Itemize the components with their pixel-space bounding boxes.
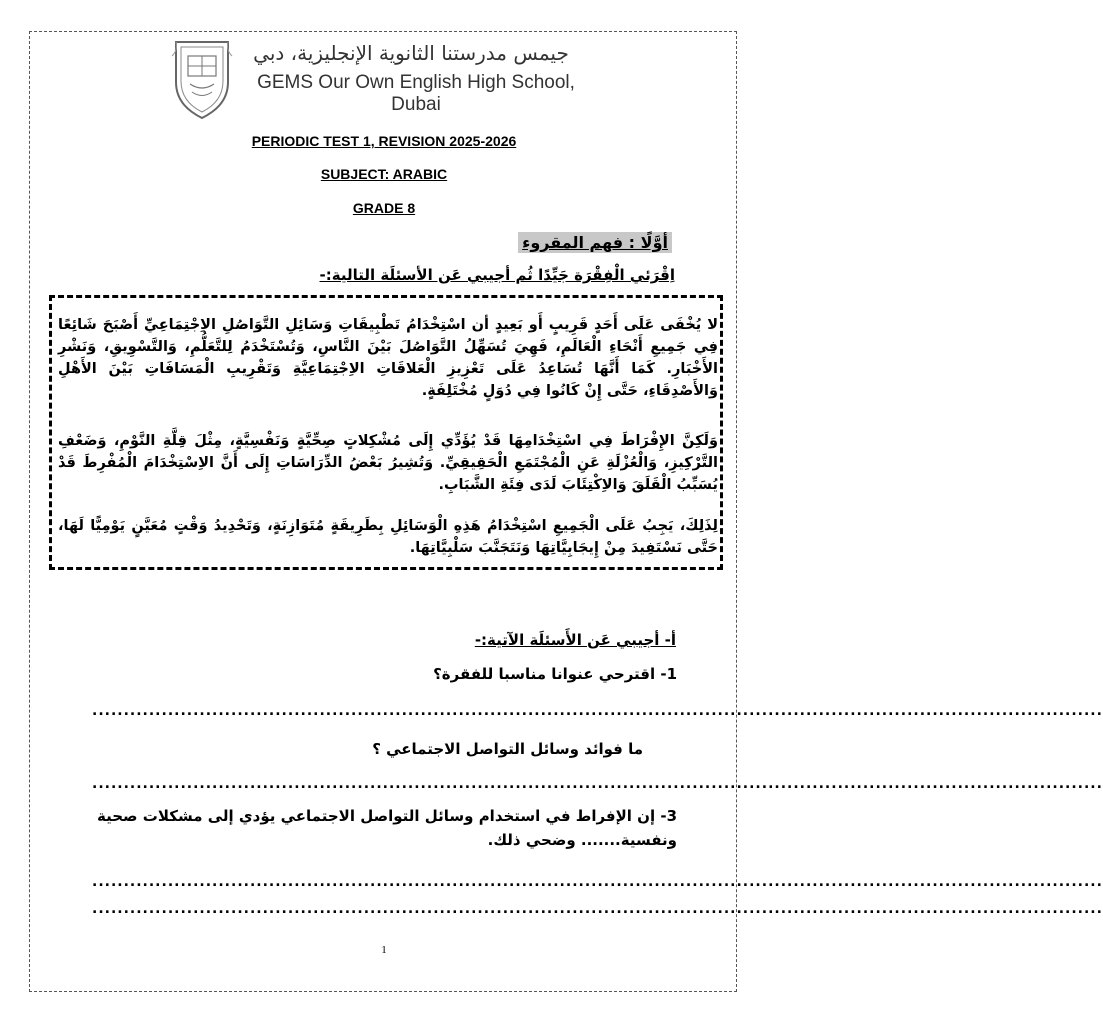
subject-label: SUBJECT: ARABIC [320, 166, 448, 182]
question-1: 1- اقترحي عنوانا مناسبا للفقرة؟ [433, 665, 677, 683]
passage-paragraph-3: لِذَلِكَ، يَجِبُ عَلَى الْجَمِيعِ اسْتِخْدَامُ هَذِهِ الْوَسَائِلِ بِطَرِيقَةٍ مُتَوَازِنَةٍ، وَتَحْدِيدُ وَقْتٍ مُعَيَّنٍ يَوْمِيًّا لَهَا، حَتَّى نَسْتَفِيدَ مِنْ إِيجَابِيَّاتِهَا وَنَتَجَنَّبَ سَلْبِيَّاتِهَا. [58, 518, 718, 556]
passage-paragraph-2: وَلَكِنَّ الإِفْرَاطَ فِي اسْتِخْدَامِهَا قَدْ يُؤَدِّي إِلَى مُشْكِلاتٍ صِحِّيَّةٍ وَنَفْسِيَّةٍ، مِثْلَ قِلَّةِ النَّوْمِ، وَضَعْفِ التَّرْكِيزِ، وَالْعُزْلَةِ عَنِ الْمُجْتَمَعِ الْحَقِيقِيِّ. وَتُشِيرُ بَعْضُ الدِّرَاسَاتِ إِلَى أَنَّ الاِسْتِخْدَامَ الْمُفْرِطَ قَدْ يُسَبِّبُ الْقَلَقَ وَالاِكْتِئَابَ لَدَى فِئَةِ الشَّبَابِ. [58, 433, 718, 493]
question-3-line-1: 3- إن الإفراط في استخدام وسائل التواصل الاجتماعي يؤدي إلى مشكلات صحية [97, 807, 677, 825]
answer-line-3b[interactable]: ................................................................................................................................................................ [92, 901, 1103, 917]
reading-instruction: اِقْرَئي الْفِقْرَة جَيِّدًا ثُم أجيبي عَن الأسئلَة التالية:- [319, 266, 675, 284]
school-name-english: GEMS Our Own English High School, Dubai [257, 72, 575, 115]
question-2: ما فوائد وسائل التواصل الاجتماعي ؟ [372, 740, 643, 758]
grade-label: GRADE 8 [352, 200, 416, 216]
answer-line-3a[interactable]: ................................................................................................................................................................ [92, 874, 1103, 890]
page-number: 1 [381, 944, 387, 956]
school-crest-logo [170, 36, 234, 120]
school-name-arabic: جيمس مدرستنا الثانوية الإنجليزية، دبي [253, 41, 569, 65]
school-header [170, 36, 590, 126]
question-3-line-2: ونفسية....... وضحي ذلك. [487, 831, 677, 849]
passage-paragraph-1: لا يُخْفَى عَلَى أَحَدٍ قَرِيبٍ أَو بَعِيدٍ أن اسْتِخْدَامُ تَطْبِيقَاتِ وَسَائِلِ التَّوَاصُلِ الاِجْتِمَاعِيِّ أَصْبَحَ شَائِعًا فِي جَمِيعِ أَنْحَاءِ الْعَالَمِ، فَهِيَ تُسَهِّلُ التَّوَاصُلَ بَيْنَ النَّاسِ، وَتُسْتَخْدَمُ لِلتَّعَلُّمِ، وَالتَّسْوِيقِ، وَنَشْرِ الأَخْبَارِ. كَمَا أَنَّهَا تُسَاعِدُ عَلَى تَعْزِيزِ الْعَلاقَاتِ الاِجْتِمَاعِيَّةِ وَتَقْرِيبِ الْمَسَافَاتِ بَيْنَ الأَهْلِ وَالأَصْدِقَاءِ، حَتَّى إِنْ كَانُوا فِي دُوَلٍ مُخْتَلِفَةٍ. [58, 317, 718, 399]
questions-heading: أ- أجيبي عَن الأَسئلَة الآتية:- [474, 631, 676, 649]
answer-line-2[interactable]: ................................................................................................................................................................ [92, 776, 1103, 792]
test-title: PERIODIC TEST 1, REVISION 2025-2026 [251, 133, 517, 149]
section-title: أوَّلًا : فهم المقروء [518, 232, 672, 253]
answer-line-1[interactable]: ................................................................................................................................................................ [92, 703, 1103, 719]
